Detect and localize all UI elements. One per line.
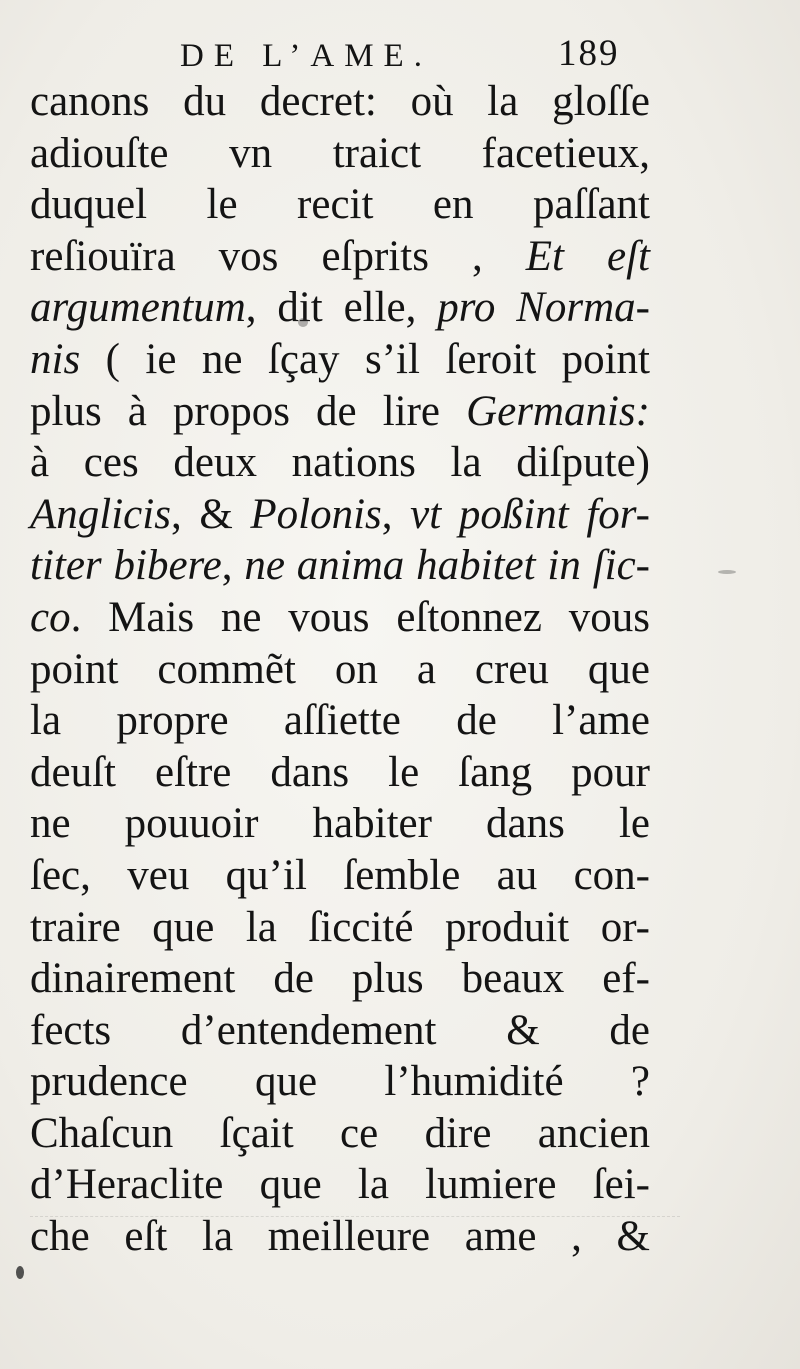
text-line	[30, 1005, 650, 1057]
italic-text-run: co	[30, 593, 71, 641]
text-line	[30, 747, 650, 799]
text-line	[30, 953, 650, 1005]
italic-text-run: Anglicis	[30, 490, 171, 538]
text-run: adiouſte vn traict facetieux,	[30, 129, 650, 177]
text-line	[30, 179, 650, 231]
italic-text-run: argumentum	[30, 284, 246, 332]
text-run: traire que la ſiccité produit or-	[30, 903, 650, 951]
page-edge-mark	[30, 1216, 680, 1217]
text-line	[30, 437, 650, 489]
ink-spot	[16, 1266, 24, 1279]
text-line	[30, 386, 650, 438]
text-run: duquel le recit en paſſant	[30, 181, 650, 229]
text-run: . Mais ne vous eſtonnez vous	[70, 593, 650, 641]
text-run: ſec, veu qu’il ſemble au con-	[30, 851, 650, 899]
text-run: fects d’entendement & de	[30, 1006, 650, 1054]
text-line	[30, 282, 650, 334]
italic-text-run: vt poßint for-	[410, 490, 650, 538]
text-line	[30, 798, 650, 850]
text-run: reſiouïra vos eſprits ,	[30, 232, 526, 280]
text-run: dinairement de plus beaux ef-	[30, 955, 650, 1003]
text-line	[30, 489, 650, 541]
page-number: 189	[558, 33, 620, 74]
body-text	[30, 76, 650, 1263]
italic-text-run: Germanis:	[466, 387, 650, 435]
text-line	[30, 902, 650, 954]
text-line	[30, 128, 650, 180]
text-line	[30, 231, 650, 283]
text-run: deuſt eſtre dans le ſang pour	[30, 748, 650, 796]
text-run: d’Heraclite que la lumiere ſei-	[30, 1161, 650, 1209]
text-line	[30, 1211, 650, 1263]
ink-spot	[298, 318, 308, 327]
text-run: ,	[381, 490, 411, 538]
italic-text-run: nis	[30, 335, 81, 383]
italic-text-run: ne anima habitet in ſic-	[244, 542, 650, 590]
text-run: la propre aſſiette de l’ame	[30, 697, 650, 745]
text-line	[30, 644, 650, 696]
ink-spot	[718, 570, 736, 574]
text-run: prudence que l’humidité ?	[30, 1058, 650, 1106]
text-run: ( ie ne ſçay s’il ſeroit point	[80, 335, 650, 383]
running-title: DE L’AME.	[180, 38, 432, 74]
text-run: che eſt la meilleure ame , &	[30, 1213, 650, 1261]
text-run: point commẽt on a creu que	[30, 645, 650, 693]
italic-text-run: pro Norma-	[437, 284, 650, 332]
text-line	[30, 850, 650, 902]
text-run: canons du decret: où la gloſſe	[30, 78, 650, 125]
text-line	[30, 540, 650, 592]
italic-text-run: Et eſt	[525, 232, 650, 280]
italic-text-run: Polonis	[250, 490, 382, 538]
text-run: ne pouuoir habiter dans le	[30, 800, 650, 848]
text-line	[30, 334, 650, 386]
text-line	[30, 1108, 650, 1160]
text-line	[30, 76, 650, 128]
text-run: Chaſcun ſçait ce dire ancien	[30, 1109, 650, 1157]
text-line	[30, 1159, 650, 1211]
text-run: plus à propos de lire	[30, 387, 467, 435]
text-line	[30, 592, 650, 644]
text-line	[30, 1056, 650, 1108]
page-header	[30, 30, 630, 80]
text-run: ,	[221, 542, 245, 590]
text-run: , dit elle,	[245, 284, 438, 332]
text-run: à ces deux nations la diſpute)	[30, 439, 650, 487]
text-line	[30, 695, 650, 747]
text-run: , &	[170, 490, 251, 538]
italic-text-run: titer bibere	[30, 542, 222, 590]
